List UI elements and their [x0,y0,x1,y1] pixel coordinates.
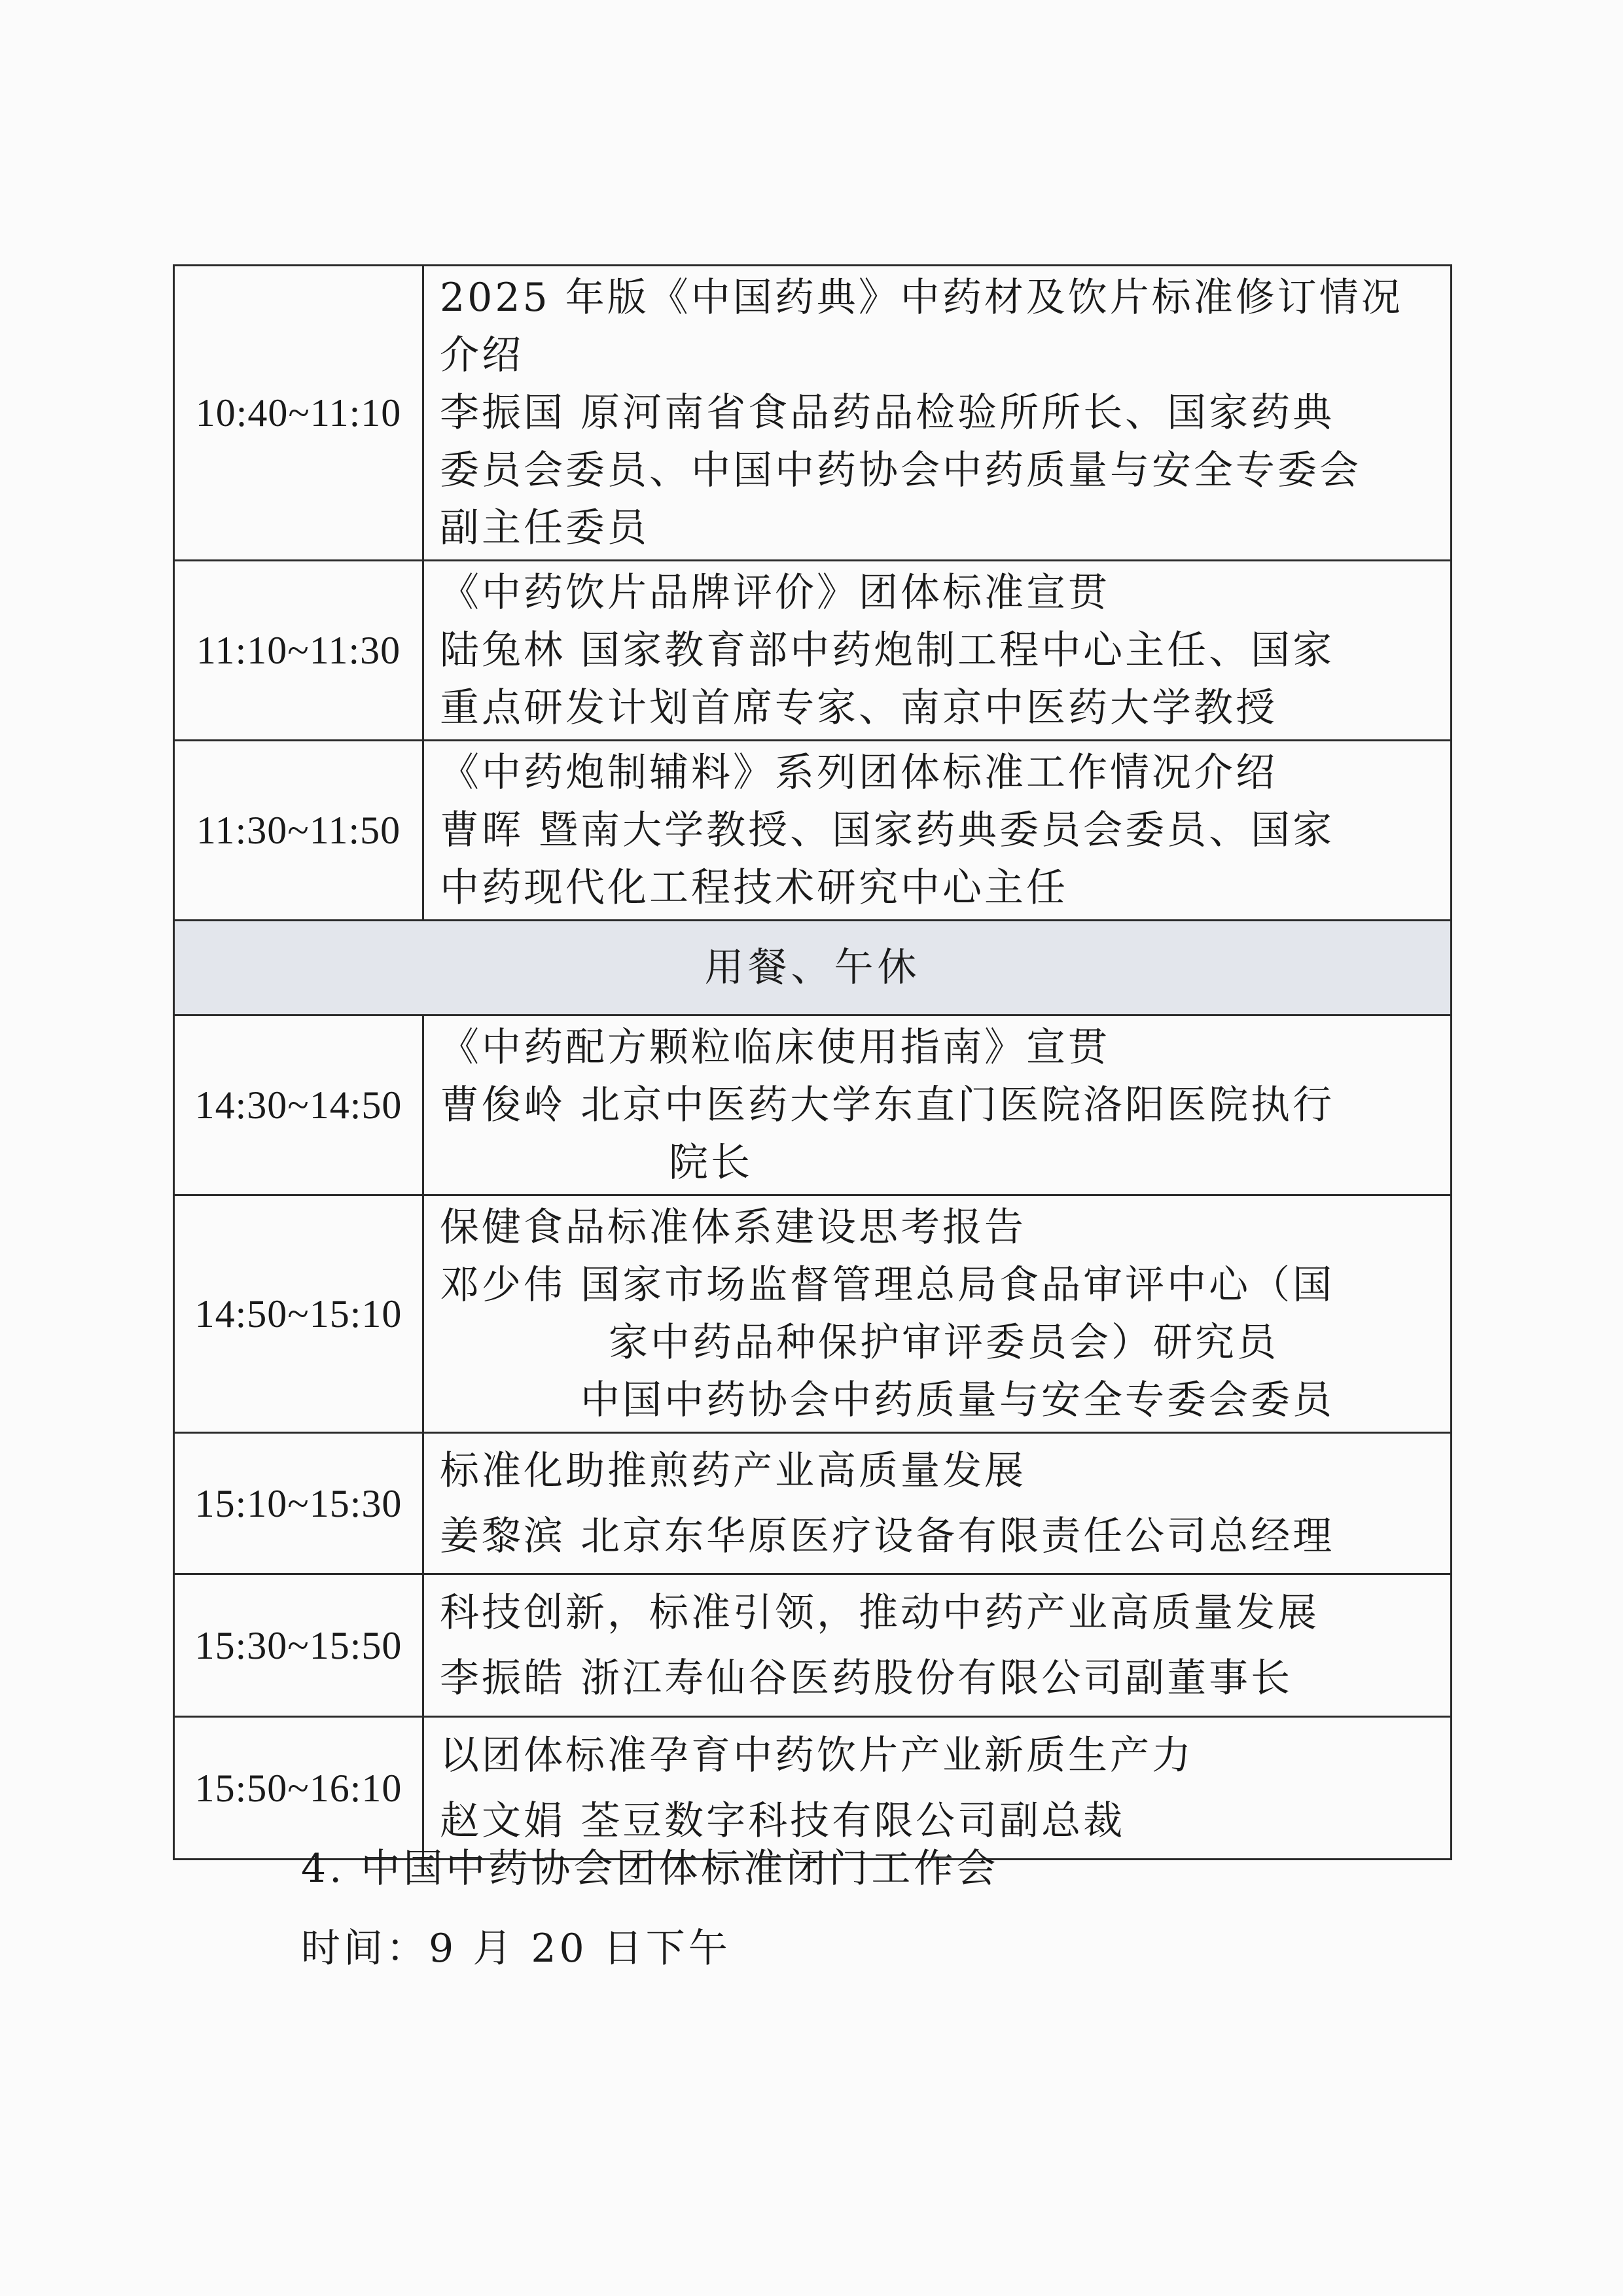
session-title: 标准化助推煎药产业高质量发展 [440,1447,1026,1494]
schedule-row [174,1574,1452,1717]
session-time: 14:50~15:10 [174,1195,423,1433]
session-time: 15:10~15:30 [174,1433,423,1574]
session-time: 10:40~11:10 [174,266,423,561]
session-title: 《中药饮片品牌评价》团体标准宣贯 [440,570,1110,616]
schedule-row [174,266,1452,561]
session-time: 15:30~15:50 [174,1574,423,1717]
speaker-info: 委员会委员、中国中药协会中药质量与安全专委会 [440,448,1361,493]
session-title: 科技创新，标准引领，推动中药产业高质量发展 [440,1589,1319,1636]
session-title: 以团体标准孕育中药饮片产业新质生产力 [440,1732,1194,1778]
session-time: 14:30~14:50 [174,1016,423,1195]
section-heading: 4. 中国中药协会团体标准闭门工作会 [301,1846,999,1892]
schedule-row [174,561,1452,741]
speaker-info: 邓少伟 国家市场监督管理总局食品审评中心（国 [440,1262,1335,1308]
schedule-row [174,1016,1452,1195]
speaker-info: 院长 [669,1140,753,1186]
speaker-info: 中药现代化工程技术研究中心主任 [440,865,1068,911]
speaker-info: 中国中药协会中药质量与安全专委会委员 [580,1377,1334,1423]
session-time: 11:30~11:50 [174,741,423,921]
schedule-row [174,1195,1452,1433]
speaker-info: 李振国 原河南省食品药品检验所所长、国家药典 [440,390,1335,436]
session-content [423,1433,1452,1574]
session-time: 11:10~11:30 [174,561,423,741]
session-content [423,1195,1452,1433]
break-label: 用餐、午休 [174,921,1452,1016]
speaker-info: 赵文娟 荃豆数字科技有限公司副总裁 [440,1797,1126,1844]
session-title: 介绍 [440,332,524,378]
session-content [423,561,1452,741]
session-title: 2025 年版《中国药典》中药材及饮片标准修订情况 [440,275,1403,321]
session-title: 《中药配方颗粒临床使用指南》宣贯 [440,1025,1110,1070]
speaker-info: 姜黎滨 北京东华原医疗设备有限责任公司总经理 [440,1513,1335,1559]
schedule-row [174,1433,1452,1574]
session-content [423,741,1452,921]
speaker-info: 副主任委员 [440,505,649,551]
break-row [174,921,1452,1016]
speaker-info: 曹俊岭 北京中医药大学东直门医院洛阳医院执行 [440,1082,1335,1128]
speaker-info: 家中药品种保护审评委员会）研究员 [609,1320,1279,1366]
schedule-table [173,264,1452,1860]
session-content [423,1574,1452,1717]
speaker-info: 曹晖 暨南大学教授、国家药典委员会委员、国家 [440,807,1335,853]
schedule-row [174,741,1452,921]
session-content [423,266,1452,561]
session-title: 《中药炮制辅料》系列团体标准工作情况介绍 [440,750,1277,796]
speaker-info: 陆兔林 国家教育部中药炮制工程中心主任、国家 [440,627,1335,673]
session-time: 15:50~16:10 [174,1717,423,1860]
speaker-info: 重点研发计划首席专家、南京中医药大学教授 [440,685,1277,731]
meeting-time: 时间：9 月 20 日下午 [301,1926,731,1971]
speaker-info: 李振皓 浙江寿仙谷医药股份有限公司副董事长 [440,1655,1293,1701]
session-content [423,1016,1452,1195]
session-title: 保健食品标准体系建设思考报告 [440,1205,1026,1250]
